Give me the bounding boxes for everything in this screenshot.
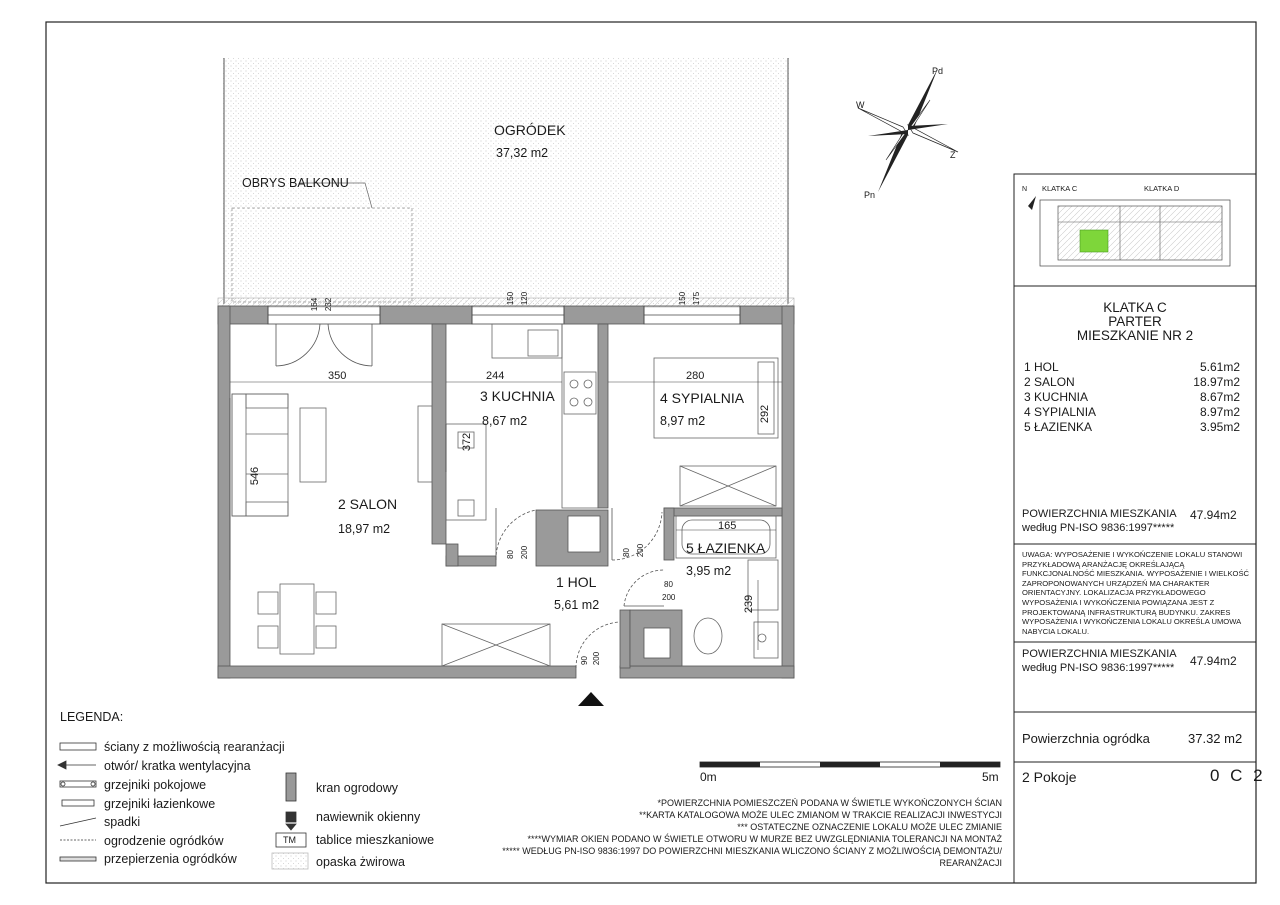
rooms-count: 2 Pokoje — [1022, 769, 1077, 785]
footnote: ***** WEDŁUG PN-ISO 9836:1997 DO POWIERZCHNI MIESZKANIA WLICZONO ŚCIANY Z MOŻLIWOŚCIĄ DEMONTAŻU/ — [502, 846, 1002, 856]
dim-door-kitchen-a: 80 — [505, 550, 515, 559]
keyplan-label-d: KLATKA D — [1144, 184, 1180, 193]
total-area-label: POWIERZCHNIA MIESZKANIA — [1022, 508, 1177, 520]
legend-title: LEGENDA: — [60, 710, 124, 724]
dim-door-entry-a: 90 — [579, 656, 589, 665]
balcony-outline-label: OBRYS BALKONU — [242, 176, 349, 190]
unit-code: 0 C 2 — [1210, 766, 1266, 785]
dim-door-kitchen-b: 200 — [520, 545, 530, 560]
room-hol-name: 1 HOL — [556, 574, 597, 590]
dim-bath-height: 239 — [743, 594, 756, 614]
room-kuchnia-area: 8,67 m2 — [482, 414, 528, 428]
dim-window3-b: 175 — [692, 291, 702, 306]
compass-south-label: Pd — [932, 66, 944, 76]
total-area-norm: według PN-ISO 9836:1997***** — [1022, 522, 1175, 534]
room-kuchnia-name: 3 KUCHNIA — [480, 388, 555, 404]
dim-salon-width: 350 — [328, 370, 347, 382]
legend-item: kran ogrodowy — [316, 781, 398, 795]
keyplan-label-c: KLATKA C — [1042, 184, 1078, 193]
dim-bedroom-width: 280 — [686, 370, 705, 382]
area-row: 1 HOL 5.61m2 — [1024, 360, 1240, 374]
legend-item: grzejniki pokojowe — [104, 778, 207, 792]
legend-tm-label: TM — [283, 835, 296, 845]
dim-window1-a: 164 — [310, 297, 320, 312]
disclaimer-note: UWAGA: WYPOSAŻENIE I WYKOŃCZENIE LOKALU STANOWI PRZYKŁADOWĄ ARANŻACJĘ OKREŚLAJĄCĄ FUNKCJONALNOŚĆ MIESZKANIA. WYPOSAŻENIE I WIELKOŚĆ ZAPROPONOWANYCH URZĄDZEŃ MA CHARAKTER ORIENTACYJNY. LOKALIZACJA PRZYKŁADOWEGO WYPOSAŻENIA I WYKOŃCZENIA POWIĄZANA JEST Z PROJEKTOWANĄ INFRASTRUKTURĄ BUDYNKU. ZAKRES WYPOSAŻENIA I WYKOŃCZENIA LOKALU OKREŚLA UMOWA NABYCIA LOKALU. — [1022, 550, 1250, 636]
salon-furniture — [232, 394, 432, 654]
dim-window3-a: 150 — [678, 291, 688, 306]
area-row: 4 SYPIALNIA 8.97m2 — [1024, 405, 1240, 419]
dim-bath-width: 165 — [718, 520, 737, 532]
garden-area-summary-value: 37.32 m2 — [1188, 731, 1243, 746]
footnote: **KARTA KATALOGOWA MOŻE ULEC ZMIANOM W TRAKCIE REALIZACJI INWESTYCJI — [639, 810, 1002, 820]
legend-item: grzejniki łazienkowe — [104, 797, 216, 811]
garden-area-summary-label: Powierzchnia ogródka — [1022, 731, 1150, 746]
walls — [218, 306, 794, 678]
dim-bedroom-height: 292 — [759, 404, 772, 424]
info-header-floor: PARTER — [1108, 314, 1162, 329]
legend-item: ściany z możliwością rearanżacji — [104, 740, 285, 754]
scale-bar — [700, 762, 1000, 767]
legend-item: otwór/ kratka wentylacyjna — [104, 759, 251, 773]
room-hol-area: 5,61 m2 — [554, 598, 600, 612]
dim-window1-b: 232 — [324, 297, 334, 312]
room-salon-name: 2 SALON — [338, 496, 398, 512]
balcony-doors — [276, 324, 372, 366]
total2-area-label: POWIERZCHNIA MIESZKANIA — [1022, 648, 1177, 660]
area-row: 3 KUCHNIA 8.67m2 — [1024, 390, 1240, 404]
legend-item: opaska żwirowa — [316, 855, 405, 869]
legend-item: nawiewnik okienny — [316, 810, 421, 824]
dim-door-bed-b: 200 — [636, 543, 646, 558]
footnote: ****WYMIAR OKIEN PODANO W ŚWIETLE OTWORU W MURZE BEZ UWZGLĘDNIANIA TOLERANCJI NA MONTAŻ — [527, 834, 1002, 844]
info-header-staircase: KLATKA C — [1103, 300, 1167, 315]
scale-start: 0m — [700, 770, 717, 784]
compass-rose — [858, 68, 958, 192]
dim-window2-a: 150 — [506, 291, 516, 306]
room-sypialnia-area: 8,97 m2 — [660, 414, 706, 428]
compass-east-label: Z — [950, 150, 956, 160]
hall-wardrobe — [442, 624, 550, 666]
keyplan-north-label: N — [1022, 186, 1028, 193]
legend-item: spadki — [104, 815, 141, 829]
dim-salon-height: 546 — [249, 466, 262, 486]
room-lazienka-area: 3,95 m2 — [686, 564, 732, 578]
garden-label: OGRÓDEK — [494, 122, 566, 138]
windows — [268, 306, 740, 324]
dim-door-bath-b: 200 — [662, 593, 676, 602]
dim-door-entry-b: 200 — [592, 651, 602, 666]
garden-area-label: 37,32 m2 — [496, 146, 549, 160]
bedroom-furniture — [654, 358, 778, 506]
room-salon-area: 18,97 m2 — [338, 522, 391, 536]
compass-north-label: Pn — [864, 190, 876, 200]
area-row: 5 ŁAZIENKA 3.95m2 — [1024, 420, 1240, 434]
area-row: 2 SALON 18.97m2 — [1024, 375, 1240, 389]
entrance-arrow — [578, 692, 604, 706]
legend-item: tablice mieszkaniowe — [316, 833, 435, 847]
total2-area-norm: według PN-ISO 9836:1997***** — [1022, 662, 1175, 674]
scale-end: 5m — [982, 770, 999, 784]
footnote: *POWIERZCHNIA POMIESZCZEŃ PODANA W ŚWIETLE WYKOŃCZONYCH ŚCIAN — [657, 798, 1002, 808]
footnote: *** OSTATECZNE OZNACZENIE LOKALU MOŻE ULEC ZMIANIE — [737, 822, 1002, 832]
dim-door-bed-a: 80 — [621, 548, 631, 557]
dim-window2-b: 120 — [520, 291, 530, 306]
info-header-unit: MIESZKANIE NR 2 — [1076, 328, 1194, 343]
legend-item: ogrodzenie ogródków — [104, 834, 224, 848]
dim-kitchen-width: 244 — [486, 370, 505, 382]
dim-door-bath-a: 80 — [664, 580, 673, 589]
footnote: REARANŻACJI — [939, 858, 1002, 868]
key-plan — [1028, 196, 1230, 266]
bathroom-furniture — [676, 516, 778, 658]
compass-west-label: W — [856, 100, 865, 110]
total2-area-value: 47.94m2 — [1190, 654, 1237, 668]
dim-kitchen-height: 372 — [461, 432, 474, 452]
room-lazienka-name: 5 ŁAZIENKA — [686, 540, 766, 556]
total-area-value: 47.94m2 — [1190, 508, 1237, 522]
key-plan-highlight — [1080, 230, 1108, 252]
room-sypialnia-name: 4 SYPIALNIA — [660, 390, 745, 406]
legend-item: przepierzenia ogródków — [104, 852, 237, 866]
